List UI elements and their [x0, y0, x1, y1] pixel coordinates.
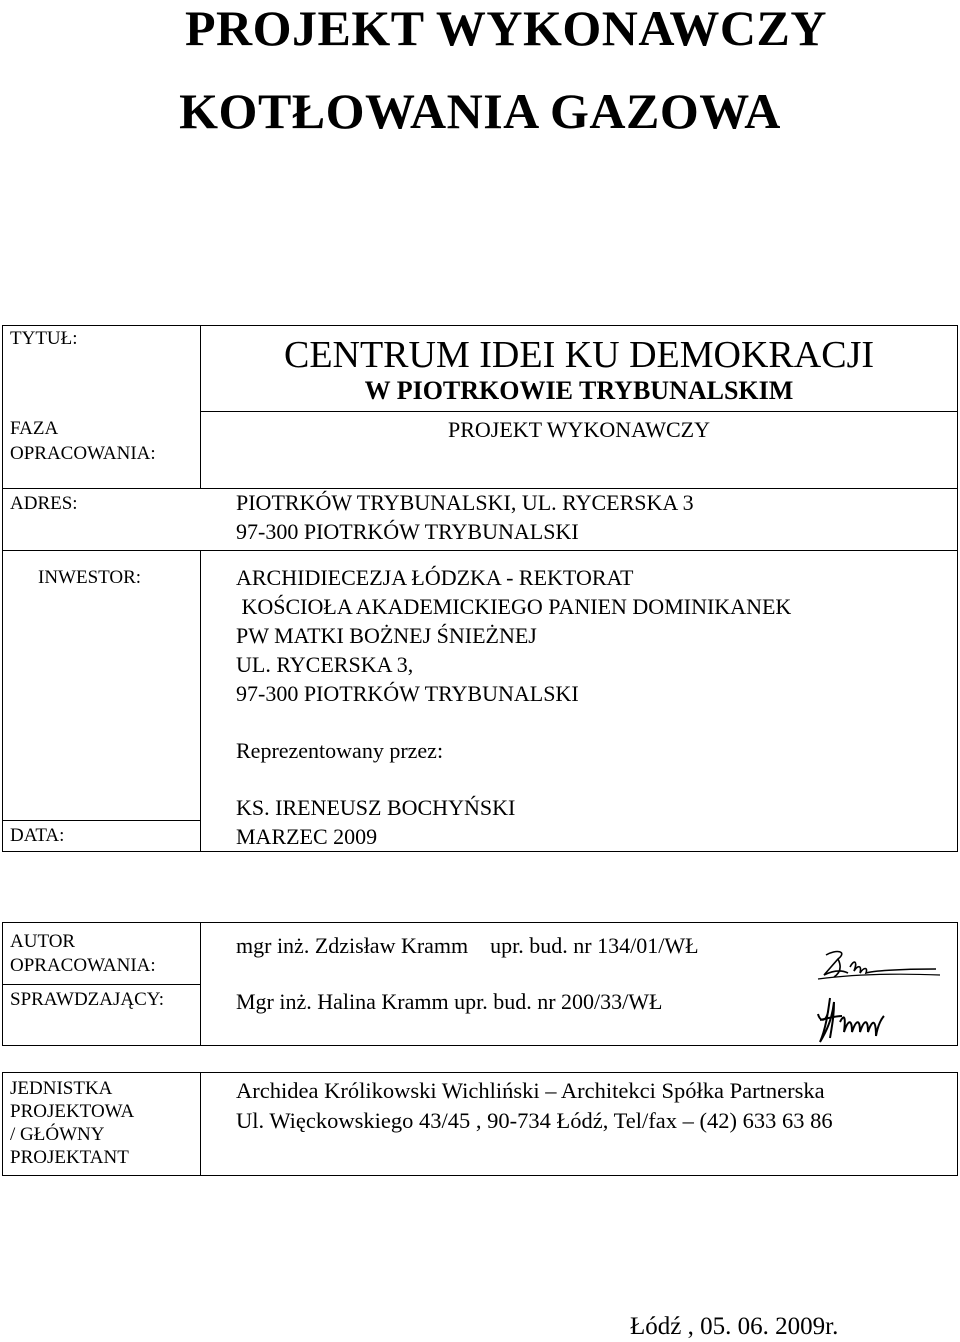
- data-label: DATA:: [10, 825, 65, 846]
- project-name: CENTRUM IDEI KU DEMOKRACJI: [283, 334, 875, 376]
- document-title-line1: PROJEKT WYKONAWCZY: [185, 0, 827, 56]
- adres-line1: PIOTRKÓW TRYBUNALSKI, UL. RYCERSKA 3: [236, 490, 694, 515]
- inwestor-line: 97-300 PIOTRKÓW TRYBUNALSKI: [236, 681, 579, 706]
- data-value: MARZEC 2009: [236, 824, 378, 849]
- faza-label-1: FAZA: [10, 418, 59, 439]
- adres-label: ADRES:: [10, 493, 78, 514]
- unit-label-line: / GŁÓWNY: [10, 1124, 105, 1145]
- inwestor-line: ARCHIDIECEZJA ŁÓDZKA - REKTORAT: [236, 565, 634, 590]
- sprawdzajacy-label: SPRAWDZAJĄCY:: [10, 989, 165, 1010]
- inwestor-line: UL. RYCERSKA 3,: [236, 652, 414, 677]
- tytul-label: TYTUŁ:: [10, 328, 78, 349]
- autor-value: mgr inż. Zdzisław Kramm upr. bud. nr 134/01/WŁ: [236, 933, 699, 958]
- unit-label-line: PROJEKTOWA: [10, 1101, 135, 1122]
- reprezentowany-label: Reprezentowany przez:: [236, 738, 444, 763]
- autor-label-1: AUTOR: [10, 931, 76, 952]
- unit-label-line: PROJEKTANT: [10, 1147, 129, 1168]
- place-date: Łódź , 05. 06. 2009r.: [630, 1313, 839, 1340]
- adres-line2: 97-300 PIOTRKÓW TRYBUNALSKI: [236, 519, 579, 544]
- faza-value: PROJEKT WYKONAWCZY: [447, 417, 711, 442]
- project-location: W PIOTRKOWIE TRYBUNALSKIM: [364, 376, 794, 405]
- autor-label-2: OPRACOWANIA:: [10, 955, 156, 976]
- unit-line2: Ul. Więckowskiego 43/45 , 90-734 Łódź, Tel/fax – (42) 633 63 86: [236, 1108, 833, 1133]
- inwestor-line: PW MATKI BOŻNEJ ŚNIEŻNEJ: [236, 623, 537, 648]
- document-title-line2: KOTŁOWANIA GAZOWA: [179, 83, 781, 139]
- inwestor-line: KOŚCIOŁA AKADEMICKIEGO PANIEN DOMINIKANEK: [236, 594, 792, 619]
- unit-line1: Archidea Królikowski Wichliński – Architekci Spółka Partnerska: [236, 1078, 825, 1103]
- sprawdzajacy-value: Mgr inż. Halina Kramm upr. bud. nr 200/33/WŁ: [236, 989, 663, 1014]
- unit-label-line: JEDNISTKA: [10, 1078, 113, 1099]
- inwestor-label: INWESTOR:: [38, 567, 142, 588]
- faza-label-2: OPRACOWANIA:: [10, 443, 156, 464]
- signature-author: [808, 945, 948, 990]
- reprezentant-name: KS. IRENEUSZ BOCHYŃSKI: [236, 795, 516, 820]
- signature-checker: [812, 992, 892, 1046]
